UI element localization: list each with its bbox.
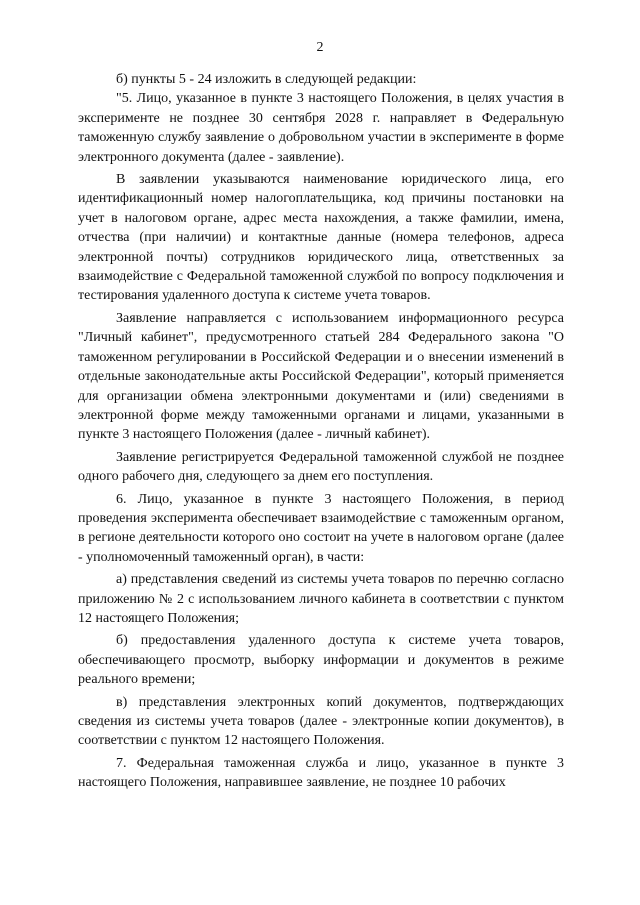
paragraph-item-6: 6. Лицо, указанное в пункте 3 настоящего Положения, в период проведения эксперимента обеспечивает взаимодействие с таможенным органом, в регионе деятельности которого оно состоит на учете в налоговом органе (далее - уполномоченный таможенный орган), в части: bbox=[78, 491, 564, 565]
paragraph-application-submission: Заявление направляется с использованием информационного ресурса "Личный кабинет", предусмотренного статьей 284 Федерального закона "О таможенном регулировании в Российской Федерации и о внесении изменений в отдельные законодательные акты Российской Федерации", который применяется для организации обмена электронными документами и (или) сведениями в электронной форме между таможенными органами и лицами, указанными в пункте 3 настоящего Положения (далее - личный кабинет). bbox=[78, 310, 564, 443]
paragraph-item-6c: в) представления электронных копий документов, подтверждающих сведения из системы учета товаров (далее - электронные копии документов), в соответствии с пунктом 12 настоящего Положения. bbox=[78, 694, 564, 749]
paragraph-application-contents: В заявлении указываются наименование юридического лица, его идентификационный номер налогоплательщика, код причины постановки на учет в налоговом органе, адрес места нахождения, а также фамилии, имена, отчества (при наличии) и контактные данные (номера телефонов, адреса электронной почты) сотрудников юридического лица, ответственных за взаимодействие с Федеральной таможенной службой по вопросу подключения и тестирования удаленного доступа к системе учета товаров. bbox=[78, 172, 564, 304]
paragraph-item-6a: а) представления сведений из системы учета товаров по перечню согласно приложению № 2 с использованием личного кабинета в соответствии с пунктом 12 настоящего Положения; bbox=[78, 572, 564, 626]
paragraph-application-registration: Заявление регистрируется Федеральной таможенной службой не позднее одного рабочего дня, следующего за днем его поступления. bbox=[78, 449, 564, 485]
document-body bbox=[78, 70, 564, 793]
paragraph-amendment-intro: б) пункты 5 - 24 изложить в следующей редакции: bbox=[116, 72, 417, 87]
page-number: 2 bbox=[316, 40, 324, 55]
paragraph-item-6b: б) предоставления удаленного доступа к системе учета товаров, обеспечивающего просмотр, выборку информации и документов в режиме реального времени; bbox=[78, 633, 564, 688]
paragraph-item-5: "5. Лицо, указанное в пункте 3 настоящего Положения, в целях участия в эксперименте не позднее 30 сентября 2028 г. направляет в Федеральную таможенную службу заявление о добровольном участии в эксперименте в форме электронного документа (далее - заявление). bbox=[78, 91, 564, 165]
paragraph-item-7: 7. Федеральная таможенная служба и лицо, указанное в пункте 3 настоящего Положения, направившее заявление, не позднее 10 рабочих bbox=[78, 755, 564, 791]
